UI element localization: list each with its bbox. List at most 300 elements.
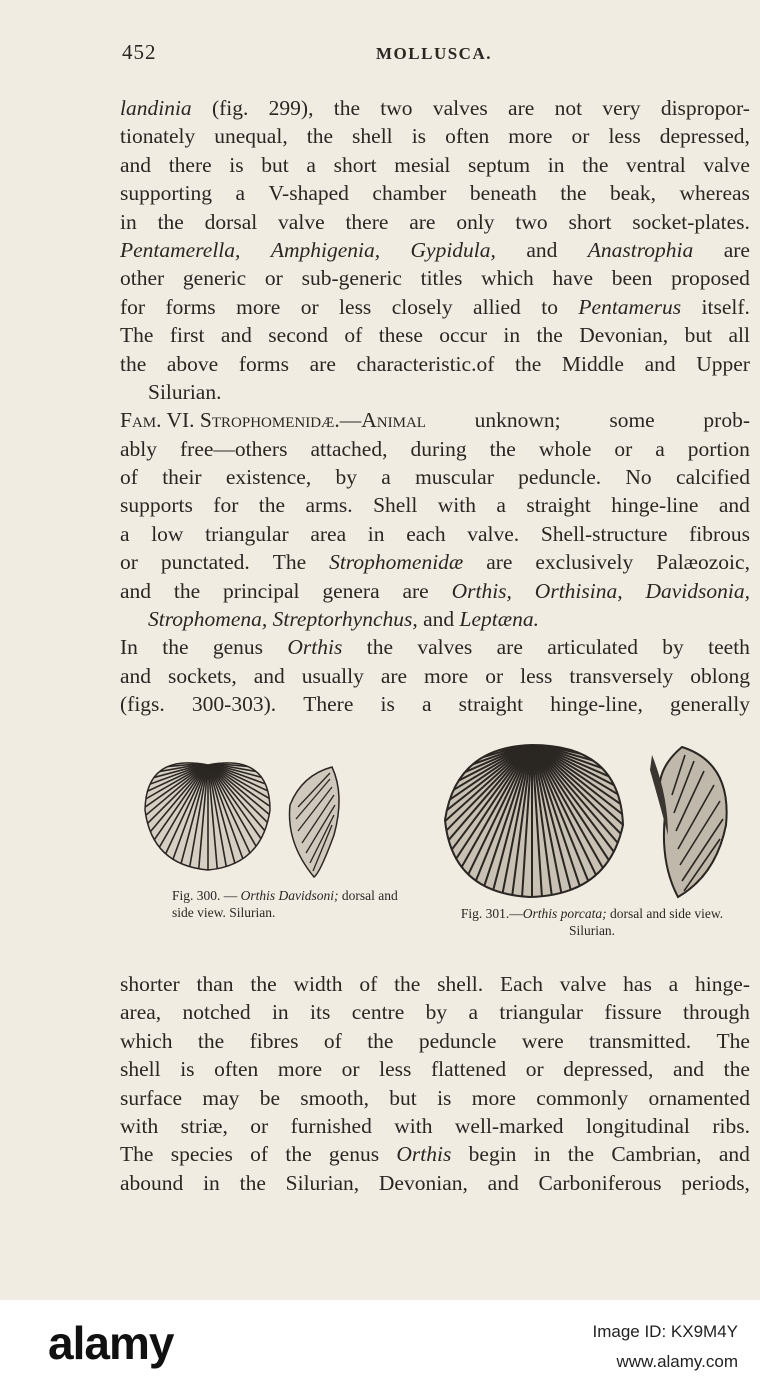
word: each — [406, 521, 446, 546]
word: proposed — [671, 266, 750, 291]
word: well-marked — [454, 1113, 564, 1138]
word: in — [533, 1142, 551, 1167]
body-text-upper — [120, 94, 750, 719]
word: is — [229, 152, 244, 177]
word: depressed, — [563, 1057, 654, 1082]
word: are — [409, 209, 436, 234]
word: No — [625, 465, 652, 490]
word: or — [264, 266, 283, 291]
word: less — [339, 294, 372, 319]
word: their — [162, 465, 202, 490]
word: the — [489, 436, 516, 461]
word: some — [609, 408, 655, 433]
fig300-caption — [172, 887, 412, 921]
word: in — [503, 323, 521, 348]
word: abound — [120, 1170, 184, 1195]
word: Orthis, — [451, 578, 512, 603]
word: valve. — [467, 521, 520, 546]
text-line — [120, 548, 750, 576]
word: ventral — [626, 152, 686, 177]
word: short — [333, 152, 377, 177]
word: shell — [352, 124, 393, 149]
text-line — [120, 998, 750, 1026]
word: dispropor- — [660, 96, 750, 120]
word: fibrous — [689, 521, 750, 546]
word: is — [380, 692, 395, 717]
word: in — [271, 1000, 289, 1025]
word: existence, — [225, 465, 312, 490]
fig301-description: dorsal and side view. Silurian. — [568, 906, 724, 938]
word: (fig. — [211, 96, 249, 120]
word: forms — [165, 294, 216, 319]
fig300-species: Orthis Davidsoni; — [240, 888, 339, 903]
word: the — [239, 1170, 266, 1195]
word: for — [213, 493, 239, 518]
word: very — [602, 96, 641, 120]
fig300-description: dorsal and side view. Silurian. — [172, 888, 398, 920]
watermark-bar — [0, 1300, 760, 1390]
word: the — [285, 1142, 312, 1167]
text-line — [120, 1027, 750, 1055]
text-line — [120, 264, 750, 292]
word: there — [168, 152, 212, 177]
fig300-label: Fig. 300. — — [172, 888, 238, 903]
word: is — [437, 1085, 452, 1110]
word: calcified — [675, 465, 750, 490]
page-number: 452 — [122, 40, 157, 64]
text-line — [120, 662, 750, 690]
word: of — [250, 1142, 269, 1167]
word: second — [268, 323, 328, 348]
alamy-logo[interactable]: alamy — [48, 1317, 174, 1369]
text-line — [120, 406, 750, 434]
word: is — [180, 1057, 195, 1082]
text-line — [120, 208, 750, 236]
word: characteristic.of — [356, 351, 495, 376]
text-line — [120, 236, 750, 264]
word: first — [169, 323, 205, 348]
word: genera — [322, 578, 380, 603]
word: furnished — [290, 1113, 372, 1138]
word: or — [614, 436, 633, 461]
word: shell. — [437, 972, 484, 996]
word: and — [487, 1170, 519, 1195]
word: are — [496, 635, 523, 660]
word: unequal, — [214, 124, 288, 149]
word: are — [380, 663, 408, 688]
word: the — [582, 152, 609, 177]
word: only — [456, 209, 495, 234]
word: septum — [468, 152, 531, 177]
word: be — [259, 1085, 280, 1110]
word: supports — [120, 493, 193, 518]
word: landinia — [120, 96, 192, 120]
word: generally — [669, 692, 750, 717]
word: Fam. VI. Strophomenidæ.—Animal — [120, 408, 426, 433]
word: in — [367, 521, 385, 546]
word: the — [173, 578, 201, 603]
word: V-shaped — [268, 181, 349, 206]
word: the — [723, 1057, 750, 1082]
word: with — [120, 1113, 159, 1138]
text-line — [120, 151, 750, 179]
word: chamber — [372, 181, 447, 206]
word: Orthisina, — [534, 578, 623, 603]
word: Orthis — [287, 635, 343, 660]
word: the — [197, 1028, 225, 1053]
word: tionately — [120, 124, 196, 149]
running-title: MOLLUSCA. — [376, 44, 492, 63]
word: a — [496, 493, 506, 518]
word: a — [235, 181, 246, 206]
word: peduncle. — [518, 465, 602, 490]
word: flattened — [430, 1057, 507, 1082]
word: a — [655, 436, 665, 461]
word: itself. — [701, 294, 750, 319]
word: teeth — [708, 635, 750, 660]
word: or — [120, 550, 138, 575]
word: ribs. — [712, 1113, 750, 1138]
word: there — [345, 209, 389, 234]
word: Middle — [561, 351, 624, 376]
word: exclusively — [535, 550, 634, 575]
word: and — [417, 607, 455, 632]
running-head — [122, 40, 750, 70]
word: two — [380, 96, 413, 120]
word: valves — [417, 635, 473, 660]
word: Strophomenidæ — [329, 550, 464, 575]
word: mesial — [394, 152, 451, 177]
word: a — [306, 152, 316, 177]
word: notched — [182, 1000, 251, 1025]
word: or — [250, 1113, 269, 1138]
word: other — [120, 266, 165, 291]
word: which — [120, 1028, 173, 1053]
word: or — [341, 1057, 360, 1082]
word: Shell-structure — [540, 521, 668, 546]
fig301-caption — [452, 905, 732, 939]
word: the — [250, 972, 277, 996]
word: which — [481, 266, 534, 291]
word: in — [203, 1170, 220, 1195]
word: (figs. — [120, 692, 165, 717]
word: its — [310, 1000, 331, 1025]
word: less — [379, 1057, 412, 1082]
word: than — [196, 972, 234, 996]
text-line — [120, 378, 750, 406]
word: and — [253, 663, 285, 688]
word: centre — [351, 1000, 405, 1025]
word: or — [525, 1057, 544, 1082]
word: Each — [499, 972, 543, 996]
word: more — [471, 1085, 516, 1110]
word: by — [662, 635, 684, 660]
word: but — [261, 152, 289, 177]
text-line — [120, 1084, 750, 1112]
text-line — [120, 179, 750, 207]
site-url[interactable]: www.alamy.com — [616, 1352, 738, 1371]
word: depressed, — [659, 124, 750, 149]
word: occur — [439, 323, 488, 348]
word: shell — [120, 1057, 161, 1082]
word: short — [568, 209, 612, 234]
word: or — [485, 663, 504, 688]
word: valve — [703, 152, 750, 177]
word: the — [258, 493, 286, 518]
text-line — [120, 690, 750, 718]
text-line — [120, 491, 750, 519]
word: of — [120, 465, 138, 490]
word: are — [309, 351, 336, 376]
word: Amphigenia, — [270, 237, 381, 262]
word: more — [508, 124, 553, 149]
word: and — [120, 152, 152, 177]
word: The — [716, 1028, 750, 1053]
word: closely — [391, 294, 453, 319]
text-line — [120, 94, 750, 122]
word: and — [120, 578, 152, 603]
word: valves — [432, 96, 488, 120]
word: may — [202, 1085, 240, 1110]
word: more — [236, 294, 281, 319]
word: the — [366, 635, 393, 660]
word: for — [120, 294, 146, 319]
word: Devonian, — [378, 1170, 468, 1195]
word: oblong — [690, 663, 750, 688]
word: but — [389, 1085, 417, 1110]
word: all — [728, 323, 750, 348]
word: has — [623, 972, 652, 996]
word: peduncle — [418, 1028, 497, 1053]
word: often — [214, 1057, 259, 1082]
word: ably — [120, 436, 158, 461]
word: a — [468, 1000, 479, 1025]
word: in — [547, 152, 565, 177]
word: transmitted. — [589, 1028, 692, 1053]
figures — [120, 735, 750, 955]
word: and — [718, 493, 750, 518]
word: a — [381, 465, 391, 490]
word: Orthis — [396, 1142, 452, 1167]
word: smooth, — [300, 1085, 369, 1110]
text-line — [120, 1112, 750, 1140]
word: Shell — [373, 493, 418, 518]
word: supporting — [120, 181, 212, 206]
word: muscular — [415, 465, 494, 490]
word: The — [272, 550, 307, 575]
word: Carboniferous — [538, 1170, 662, 1195]
word: the — [536, 323, 563, 348]
word: beak, — [610, 181, 656, 206]
word: a — [120, 521, 130, 546]
word: Pentamerus — [578, 294, 682, 319]
word: hinge-line — [611, 493, 699, 518]
word: the — [157, 209, 184, 234]
word: surface — [120, 1085, 183, 1110]
word: longitudinal — [585, 1113, 690, 1138]
word: are — [723, 237, 750, 262]
word: socket-plates. — [632, 209, 750, 234]
word: unknown; — [474, 408, 561, 433]
word: of — [344, 323, 363, 348]
word: or — [571, 124, 590, 149]
word: not — [554, 96, 583, 120]
word: Pentamerella, — [120, 237, 241, 262]
text-line — [120, 970, 750, 998]
word: punctated. — [160, 550, 250, 575]
fig300-side-view — [290, 767, 340, 877]
word: shorter — [120, 972, 180, 996]
word: genus — [328, 1142, 380, 1167]
image-id: Image ID: KX9M4Y — [592, 1322, 738, 1341]
word: articulated — [547, 635, 638, 660]
word: the — [367, 1028, 394, 1053]
word: and — [120, 663, 152, 688]
word: fibres — [249, 1028, 299, 1053]
word: whole — [538, 436, 592, 461]
word: less — [520, 663, 553, 688]
word: low — [151, 521, 184, 546]
word: Anastrophia — [587, 237, 694, 262]
word: the — [120, 351, 147, 376]
fig301-side-view — [650, 747, 727, 897]
text-line — [120, 1055, 750, 1083]
word: to — [541, 294, 558, 319]
word: and — [220, 323, 252, 348]
word: sub-generic — [301, 266, 402, 291]
word: and — [718, 1142, 750, 1167]
word: valve — [278, 209, 325, 234]
word: less — [608, 124, 641, 149]
word: but — [684, 323, 713, 348]
word: two — [515, 209, 548, 234]
word: sockets, — [168, 663, 237, 688]
word: more — [424, 663, 469, 688]
word: beneath — [469, 181, 537, 206]
word: straight — [458, 692, 524, 717]
text-line — [120, 577, 750, 605]
text-line — [120, 605, 750, 633]
word: are — [486, 550, 513, 575]
word: allied — [473, 294, 521, 319]
word: genus — [212, 635, 264, 660]
word: area, — [120, 1000, 162, 1025]
word: Gypidula, — [410, 237, 496, 262]
word: Streptorhynchus, — [267, 607, 418, 632]
word: Davidsonia, — [645, 578, 750, 603]
word: transversely — [569, 663, 674, 688]
fig301-label: Fig. 301.— — [460, 906, 523, 921]
word: Strophomena, — [148, 607, 268, 632]
word: the — [394, 972, 421, 996]
word: Silurian, — [285, 1170, 360, 1195]
word: often — [445, 124, 490, 149]
fig301-species: Orthis porcata; — [522, 906, 607, 921]
word: the — [560, 181, 587, 206]
word: these — [378, 323, 423, 348]
word: the — [162, 635, 189, 660]
body-text-lower — [120, 970, 750, 1197]
word: above — [166, 351, 219, 376]
word: the — [514, 351, 542, 376]
word: attached, — [310, 436, 388, 461]
text-line — [120, 463, 750, 491]
word: dorsal — [204, 209, 258, 234]
word: a — [668, 972, 679, 996]
word: The — [120, 1142, 154, 1167]
word: are — [402, 578, 429, 603]
word: during — [410, 436, 467, 461]
word: triangular — [499, 1000, 583, 1025]
word: a — [421, 692, 432, 717]
word: and — [673, 1057, 705, 1082]
word: Palæozoic, — [656, 550, 750, 575]
word: with — [437, 493, 476, 518]
word: is — [411, 124, 427, 149]
word: and — [526, 237, 558, 262]
word: titles — [420, 266, 463, 291]
word: whereas — [679, 181, 750, 206]
word: 300-303). — [191, 692, 277, 717]
word: prob- — [703, 408, 750, 433]
word: straight — [526, 493, 591, 518]
word: begin — [468, 1142, 517, 1167]
word: by — [335, 465, 357, 490]
word: Silurian. — [148, 379, 222, 404]
word: the — [333, 96, 361, 120]
word: are — [508, 96, 535, 120]
word: were — [521, 1028, 564, 1053]
word: of — [359, 972, 378, 996]
word: In — [120, 635, 138, 660]
word: in — [120, 209, 137, 234]
word: free—others — [180, 436, 288, 461]
word: triangular — [205, 521, 289, 546]
word: hinge-line, — [550, 692, 643, 717]
word: species — [170, 1142, 233, 1167]
word: of — [323, 1028, 342, 1053]
text-line — [120, 1169, 750, 1197]
word: been — [611, 266, 653, 291]
word: the — [567, 1142, 595, 1167]
text-line — [120, 350, 750, 378]
word: portion — [687, 436, 750, 461]
word: There — [303, 692, 354, 717]
word: 299), — [268, 96, 314, 120]
word: the — [306, 124, 334, 149]
text-line — [120, 633, 750, 661]
word: Upper — [696, 351, 750, 376]
word: forms — [238, 351, 290, 376]
word: The — [120, 323, 154, 348]
word: Leptæna. — [454, 607, 539, 632]
word: ornamented — [648, 1085, 750, 1110]
text-line — [120, 293, 750, 321]
word: fissure — [604, 1000, 662, 1025]
word: usually — [301, 663, 364, 688]
word: have — [552, 266, 594, 291]
word: periods, — [681, 1170, 750, 1195]
word: generic — [182, 266, 247, 291]
word: striæ, — [180, 1113, 228, 1138]
text-line — [120, 321, 750, 349]
word: through — [683, 1000, 750, 1025]
word: Cambrian, — [611, 1142, 702, 1167]
word: with — [394, 1113, 433, 1138]
text-line — [120, 520, 750, 548]
word: area — [310, 521, 347, 546]
text-line — [120, 435, 750, 463]
